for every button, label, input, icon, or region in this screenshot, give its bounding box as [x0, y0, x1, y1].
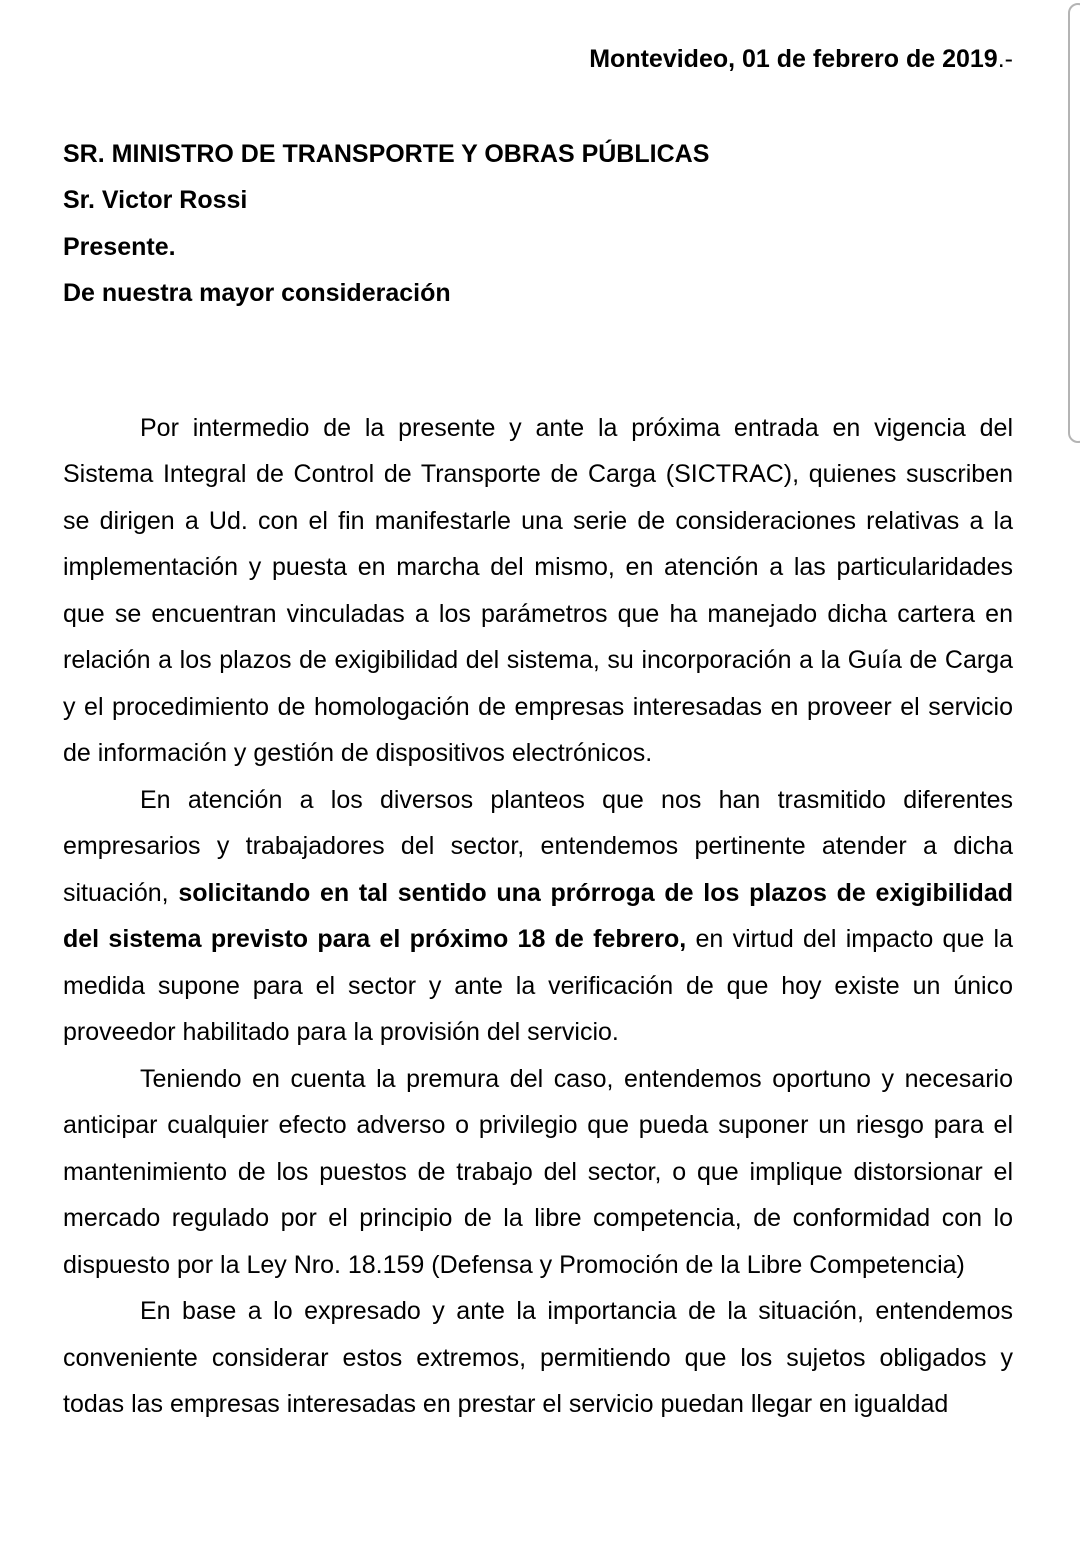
paragraph-1: Por intermedio de la presente y ante la próxima entrada en vigencia del Sistema Integral de Control de Transporte de Carga (SICTRAC), quienes suscriben se dirigen a Ud. con el fin manifestarle una serie de consideraciones relativas a la implementación y puesta en marcha del mismo, en atención a las particularidades que se encuentran vinculadas a los parámetros que ha manejado dicha cartera en relación a los plazos de exigibilidad del sistema, su incorporación a la Guía de Carga y el procedimiento de homologación de empresas interesadas en proveer el servicio de información y gestión de dispositivos electrónicos.	[63, 413, 1013, 767]
paragraph-2-regular-start: En atención a los diversos planteos que nos han trasmitido diferentes empresarios y trabajadores del sector, entendemos pertinente atender a dicha situación,	[63, 785, 1013, 907]
date-line	[63, 36, 1013, 83]
paragraph-2-bold-request: solicitando en tal sentido una prórroga de los plazos de exigibilidad del sistema previsto para el próximo 18 de febrero,	[63, 878, 1013, 953]
paragraph-2	[63, 777, 1013, 1056]
paragraph-3: Teniendo en cuenta la premura del caso, entendemos oportuno y necesario anticipar cualquier efecto adverso o privilegio que pueda suponer un riesgo para el mantenimiento de los puestos de trabajo del sector, o que implique distorsionar el mercado regulado por el principio de la libre competencia, de conformidad con lo dispuesto por la Ley Nro. 18.159 (Defensa y Promoción de la Libre Competencia)	[63, 1064, 1013, 1279]
recipient-block	[63, 131, 1013, 317]
salutation: De nuestra mayor consideración	[63, 279, 451, 307]
date-suffix: .-	[997, 45, 1013, 73]
letter-body	[63, 405, 1013, 1428]
date-text: Montevideo, 01 de febrero de 2019	[589, 45, 998, 73]
recipient-name: Sr. Victor Rossi	[63, 186, 248, 214]
recipient-title: SR. MINISTRO DE TRANSPORTE Y OBRAS PÚBLICAS	[63, 139, 710, 168]
paragraph-4: En base a lo expresado y ante la importancia de la situación, entendemos conveniente considerar estos extremos, permitiendo que los sujetos obligados y todas las empresas interesadas en prestar el servicio puedan llegar en igualdad	[63, 1297, 1013, 1418]
recipient-presente: Presente.	[63, 232, 176, 261]
scrollbar-thumb[interactable]	[1068, 3, 1080, 443]
paragraph-2-regular-end: en virtud del impacto que la medida supone para el sector y ante la verificación de que hoy existe un único proveedor habilitado para la provisión del servicio.	[63, 925, 1013, 1046]
